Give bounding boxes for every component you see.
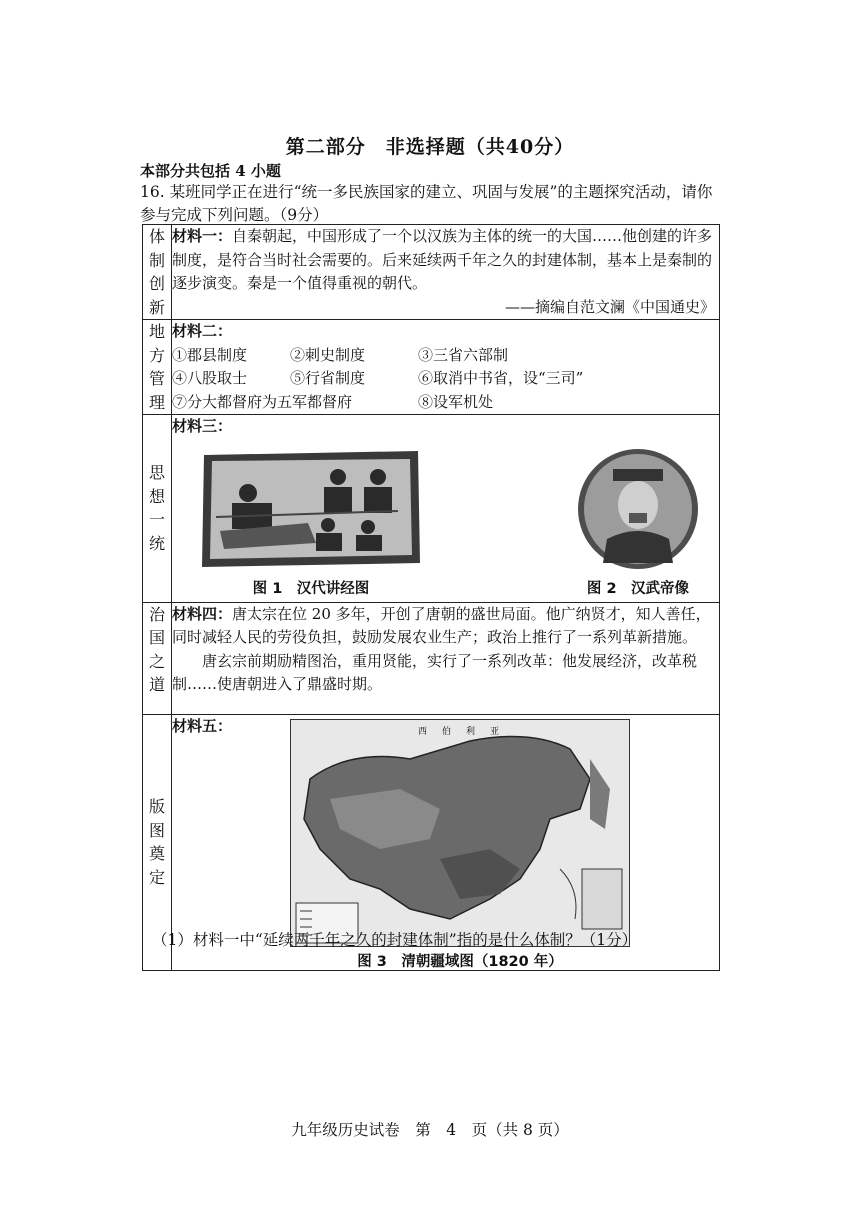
row-system-innovation — [143, 225, 720, 320]
material-table — [142, 224, 720, 971]
material-four-label: 材料四： — [172, 604, 233, 623]
material-three-label: 材料三： — [172, 417, 233, 435]
material-one-text: 自秦朝起，中国形成了一个以汉族为主体的统一的大国……他创建的许多制度，是符合当时社会需要的。后来延续两千年之久的封建体制，基本上是秦制的逐步演变。秦是一个值得重视的朝代。 — [172, 227, 713, 292]
side-label-thought: 思 想 一 统 — [143, 415, 172, 603]
list-item: ④八股取士 — [172, 369, 248, 387]
emperor-portrait-image — [563, 443, 713, 571]
figure-2-caption: 图 2 汉武帝像 — [586, 581, 690, 597]
side-label-governance: 治 国 之 道 — [143, 602, 172, 714]
material-four-p2: 唐玄宗前期励精图治，重用贤能，实行了一系列改革：他发展经济，改革税制……使唐朝进入了鼎盛时期。 — [172, 651, 698, 693]
side-label-territory: 版 图 奠 定 — [143, 714, 172, 970]
list-item: ⑧设军机处 — [418, 392, 494, 411]
figure-1 — [198, 447, 424, 602]
list-item: ⑤行省制度 — [290, 369, 366, 387]
list-item: ①郡县制度 — [172, 345, 248, 364]
figure-2 — [563, 443, 713, 602]
material-four-p1: 唐太宗在位 20 多年，开创了唐朝的盛世局面。他广纳贤才，知人善任，同时减轻人民的劳役负担，鼓励发展农业生产；政治上推行了一系列革新措施。 — [172, 604, 711, 646]
map-top-label: 西 伯 利 亚 — [417, 726, 502, 737]
figure-3-caption: 图 3 清朝疆域图（1820 年） — [357, 953, 563, 970]
page-footer: 九年级历史试卷 第 4 页（共 8 页） — [291, 1121, 569, 1139]
section-subtitle: 本部分共包括 4 小题 — [140, 162, 281, 180]
list-item: ⑦分大都督府为五军都督府 — [172, 392, 353, 411]
section-title: 第二部分 非选择题（共40分） — [285, 136, 575, 158]
list-item: ③三省六部制 — [418, 345, 509, 364]
material-five-label: 材料五： — [172, 716, 233, 735]
list-item: ②刺史制度 — [290, 345, 366, 364]
list-item: ⑥取消中书省，设“三司” — [418, 369, 584, 387]
material-one-label: 材料一： — [172, 227, 233, 245]
row-governance — [143, 602, 720, 714]
material-one-source: ——摘编自范文澜《中国通史》 — [504, 297, 715, 316]
lecture-relief-image — [198, 447, 424, 571]
material-four — [172, 602, 720, 714]
row-thought-unity — [143, 415, 720, 603]
material-two — [172, 320, 720, 415]
material-two-list — [172, 344, 719, 415]
question-1: （1）材料一中“延续两千年之久的封建体制”指的是什么体制？（1分） — [152, 931, 638, 949]
side-label-system: 体 制 创 新 — [143, 225, 172, 320]
figure-1-caption: 图 1 汉代讲经图 — [252, 581, 370, 597]
question-intro: 16. 某班同学正在进行“统一多民族国家的建立、巩固与发展”的主题探究活动，请你参与完成下列问题。（9分） — [140, 183, 713, 224]
side-label-admin: 地 方 管 理 — [143, 320, 172, 415]
material-two-label: 材料二： — [172, 322, 233, 340]
material-three — [172, 415, 720, 603]
qing-territory-map — [290, 719, 630, 947]
row-local-admin — [143, 320, 720, 415]
material-one — [172, 225, 720, 320]
